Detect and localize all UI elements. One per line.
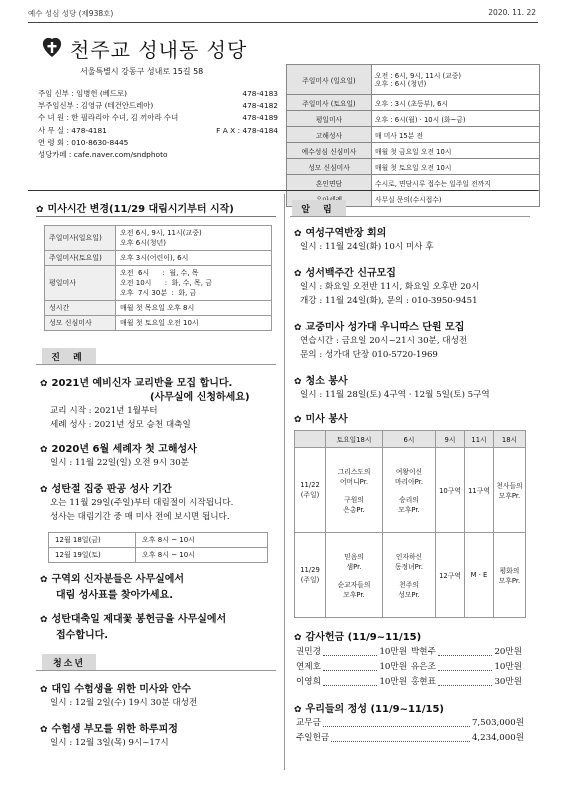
- table-row: [287, 127, 540, 143]
- service-cell: 10구역: [436, 448, 465, 533]
- parent-retreat-heading: [40, 720, 178, 735]
- section-title: 청소 봉사: [305, 376, 348, 387]
- service-cell: 여왕이신 마리아Pr. 승리의 모후Pr.: [383, 448, 436, 533]
- altar-flower-notice: [40, 612, 226, 643]
- detail-line: 일시 : 12월 3일(목) 9시~17시: [50, 738, 169, 748]
- date-cell: 12월 18일(금): [49, 533, 136, 548]
- service-cell: M · E: [465, 533, 494, 618]
- schedule-line: 오전 6시, 9시, 11시(교중): [120, 229, 202, 237]
- flower-bullet-icon: ✿: [294, 415, 302, 425]
- section-title: 교중미사 성가대 우니따스 단원 모집: [305, 322, 465, 333]
- parish-logo-icon: [40, 36, 64, 60]
- catechism-details: [50, 404, 191, 432]
- staff-row: [38, 112, 278, 124]
- confession-dates-table: [48, 532, 268, 563]
- schedule-line: 오후 6시(청년): [120, 239, 166, 247]
- detail-line: 일시 : 11월 28일(토) 4구역 · 12월 5일(토) 5구역: [300, 390, 490, 400]
- section-divider: [28, 190, 538, 191]
- section-title: 미사 봉사: [305, 414, 348, 425]
- mass-value-line: 오전 : 6시, 9시, 11시 (교중): [375, 71, 461, 80]
- bulletin-date: 2020. 11. 22: [488, 8, 536, 17]
- section-title: 미사시간 변경(11/29 대림시기부터 시작): [47, 204, 234, 215]
- flower-bullet-icon: ✿: [36, 205, 44, 215]
- table-row: [45, 251, 272, 266]
- mass-label: 고해성사: [287, 127, 372, 143]
- confession-period-details: [50, 496, 233, 524]
- service-date: 11/29 (주일): [295, 533, 326, 618]
- flower-bullet-icon: ✿: [40, 615, 48, 625]
- table-row: [287, 111, 540, 127]
- mass-value: 수시로, 면담시루 접수는 일주일 전까지: [372, 175, 540, 191]
- table-header: 11시: [465, 431, 494, 448]
- service-cell: 믿음의 샘Pr. 순교자들의 모후Pr.: [326, 533, 383, 618]
- mass-times-table: [286, 64, 540, 207]
- table-row: [49, 533, 268, 548]
- tab-youth: 청소년: [42, 654, 96, 671]
- donor-name: 유은조: [411, 662, 436, 672]
- staff-label: 부주임신부 : 김영규 (테건안드레아): [38, 101, 154, 111]
- staff-label: 연 령 회 : 010-8630-8445: [38, 137, 129, 147]
- bible-course-heading: [294, 264, 396, 279]
- cleaning-heading: [294, 372, 348, 387]
- mass-label: 혼인면담: [287, 175, 372, 191]
- notice-line: 구역외 신자분들은 사무실에서: [51, 574, 185, 585]
- schedule-label: 주일미사(토요일): [45, 251, 116, 266]
- schedule-label: 성시간: [45, 301, 116, 316]
- detail-line: 성사는 대림기간 중 매 미사 전에 보시면 됩니다.: [50, 512, 230, 522]
- service-cell: 11구역: [465, 448, 494, 533]
- service-cell: 인자하신 동정녀Pr. 천주의 성모Pr.: [383, 533, 436, 618]
- detail-line: 연습시간 : 금요일 20시~21시 30분, 대성전: [300, 336, 468, 346]
- table-row: [45, 301, 272, 316]
- header-divider: [28, 22, 538, 23]
- section-title: 성탄절 집중 판공 성사 기간: [51, 484, 172, 495]
- our-offering-heading: [294, 700, 444, 715]
- tab-notice: 알 림: [292, 200, 346, 217]
- new-mass-schedule-table: [44, 225, 272, 331]
- table-row: [287, 143, 540, 159]
- mass-value: 매 미사 15분 전: [372, 127, 540, 143]
- first-confession-heading: [40, 440, 197, 455]
- donor-amount: 10만원: [379, 662, 407, 672]
- thanks-offering-list: [296, 645, 526, 690]
- donor-amount: 30만원: [494, 677, 522, 687]
- detail-line: 일시 : 11월 22일(일) 오전 9시 30분: [50, 458, 189, 468]
- service-date: 11/22 (주일): [295, 448, 326, 533]
- catechism-heading: [40, 374, 232, 389]
- flower-bullet-icon: ✿: [40, 445, 48, 455]
- date-cell: 12월 19일(토): [49, 548, 136, 563]
- detail-line: 문의 : 성가대 단장 010-5720-1969: [300, 350, 438, 360]
- donor-name: 홍현표: [411, 677, 436, 687]
- notice-line: 접수합니다.: [56, 630, 109, 641]
- mass-service-table: [294, 430, 526, 618]
- choir-heading: [294, 318, 464, 333]
- staff-row: [38, 137, 278, 149]
- flower-bullet-icon: ✿: [40, 485, 48, 495]
- donor-amount: 20만원: [494, 647, 522, 657]
- flower-bullet-icon: ✿: [40, 725, 48, 735]
- flower-bullet-icon: ✿: [294, 269, 302, 279]
- schedule-line: 오전 10시 : 화, 수, 목, 금: [120, 279, 212, 287]
- mass-change-heading: [36, 200, 234, 215]
- staff-label: 사 무 실 : 478-4181: [38, 125, 107, 135]
- flower-bullet-icon: ✿: [294, 323, 302, 333]
- mass-value: 오후 : 6시(월) · 10시 (화~금): [372, 111, 540, 127]
- schedule-line: 오전 6시 : 월, 수, 목: [120, 269, 199, 277]
- list-item: [296, 716, 524, 731]
- flower-bullet-icon: ✿: [40, 685, 48, 695]
- heading-underline: [36, 216, 276, 217]
- staff-row: [38, 100, 278, 112]
- detail-line: 세례 성사 : 2021년 성모 승천 대축일: [50, 420, 191, 430]
- detail-line: 개강 : 11월 24일(화), 문의 : 010-3950-9451: [300, 296, 478, 306]
- table-header: 18시: [494, 431, 526, 448]
- section-title: 우리들의 정성 (11/9~11/15): [305, 704, 444, 715]
- section-title: 감사헌금 (11/9~11/15): [305, 632, 422, 643]
- donor-amount: 10만원: [379, 647, 407, 657]
- parish-name: 천주교 성내동 성당: [70, 38, 248, 62]
- bulletin-number: 예수 성심 성당 (제938호): [28, 9, 114, 18]
- flower-bullet-icon: ✿: [40, 575, 48, 585]
- donor-name: 박현주: [411, 647, 436, 657]
- service-cell: 12구역: [436, 533, 465, 618]
- offering-amount: 7,503,000원: [471, 718, 524, 728]
- table-row: [45, 226, 272, 251]
- schedule-value: [116, 266, 272, 301]
- detail-line: 교리 시작 : 2021년 1월부터: [50, 406, 158, 416]
- staff-phone: 478-4183: [242, 89, 278, 98]
- thanks-offering-heading: [294, 628, 421, 643]
- advent-card-notice: [40, 572, 184, 603]
- staff-contacts: [38, 88, 278, 161]
- donor-name: 이영희: [296, 677, 321, 687]
- staff-label: 수 녀 원 : 한 필라리아 수녀, 김 끼아라 수녀: [38, 113, 179, 123]
- mass-value: 사무실 문의(수시접수): [372, 191, 540, 207]
- staff-row: [38, 149, 278, 161]
- section-title: 성서백주간 신규모집: [305, 268, 396, 279]
- mass-value: 매월 첫 금요일 오전 10시: [372, 143, 540, 159]
- mass-value: 오후 : 3시 (초등부), 6시: [372, 95, 540, 111]
- cafe-link[interactable]: 성당카페 : cafe.naver.com/sndphoto: [38, 150, 168, 160]
- flower-bullet-icon: ✿: [294, 633, 302, 643]
- schedule-line: 오후 7시 30분 : 화, 금: [120, 289, 197, 297]
- detail-line: 일시 : 화요일 오전반 11시, 화요일 오후반 20시: [300, 282, 480, 292]
- flower-bullet-icon: ✿: [294, 705, 302, 715]
- tab-underline: [290, 216, 530, 217]
- section-title: 수험생 부모를 위한 하루피정: [51, 724, 178, 735]
- confession-period-heading: [40, 480, 172, 495]
- donor-amount: 10만원: [379, 677, 407, 687]
- table-row: [45, 266, 272, 301]
- mass-service-heading: [294, 410, 348, 425]
- time-cell: 오후 8시 ~ 10시: [136, 548, 268, 563]
- list-item: [296, 645, 526, 660]
- bible-course-details: [300, 280, 479, 308]
- list-item: [296, 731, 524, 746]
- list-item: [296, 660, 526, 675]
- table-row: [287, 65, 540, 95]
- service-cell: 천사들의 모후Pr.: [494, 448, 526, 533]
- offering-totals: [296, 716, 524, 746]
- mass-value: 매월 첫 토요일 오전 10시: [372, 159, 540, 175]
- section-title: 2021년 예비신자 교리반을 모집 합니다.: [51, 378, 233, 389]
- flower-bullet-icon: ✿: [294, 229, 302, 239]
- table-row: [287, 95, 540, 111]
- offering-label: 교무금: [296, 718, 321, 728]
- mass-label: 주일미사 (일요일): [287, 65, 372, 95]
- choir-details: [300, 334, 467, 362]
- table-header: 토요일18시: [326, 431, 383, 448]
- schedule-label: 성모 신심미사: [45, 316, 116, 331]
- service-cell: 평화의 모후Pr.: [494, 533, 526, 618]
- tab-underline: [36, 670, 276, 671]
- table-header-row: [295, 431, 526, 448]
- staff-fax: F A X : 478-4184: [216, 125, 278, 135]
- mass-label: 성모 신심미사: [287, 159, 372, 175]
- table-row: [287, 175, 540, 191]
- mass-value-line: 오후 : 6시 (청년): [375, 79, 427, 88]
- donor-amount: 10만원: [494, 662, 522, 672]
- donor-name: 연제호: [296, 662, 321, 672]
- mass-label: 평일미사: [287, 111, 372, 127]
- section-subtitle: (사무실에 신청하세요): [150, 392, 250, 403]
- schedule-value: 매월 첫 토요일 오전 10시: [116, 316, 272, 331]
- table-row: [287, 159, 540, 175]
- time-cell: 오후 8시 ~ 10시: [136, 533, 268, 548]
- detail-line: 일시 : 11월 24일(화) 10시 미사 후: [300, 242, 434, 252]
- section-title: 2020년 6월 세례자 첫 고해성사: [51, 444, 197, 455]
- notice-line: 성탄대축일 제대꽃 봉헌금을 사무실에서: [51, 614, 227, 625]
- offering-label: 주일헌금: [296, 733, 330, 743]
- tab-underline: [36, 364, 276, 365]
- schedule-value: [116, 226, 272, 251]
- mass-label: 주일미사 (토요일): [287, 95, 372, 111]
- section-title: 대입 수험생을 위한 미사와 안수: [51, 684, 192, 695]
- women-leaders-heading: [294, 224, 386, 239]
- schedule-label: 평일미사: [45, 266, 116, 301]
- flower-bullet-icon: ✿: [294, 377, 302, 387]
- parish-address: 서울특별시 강동구 성내로 15길 58: [80, 67, 204, 76]
- column-divider: [284, 194, 285, 770]
- table-row: [295, 533, 526, 618]
- table-row: [295, 448, 526, 533]
- detail-line: 일시 : 12월 2일(수) 19시 30분 대성전: [50, 698, 198, 708]
- table-row: [45, 316, 272, 331]
- exam-mass-heading: [40, 680, 191, 695]
- staff-phone: 478-4189: [242, 113, 278, 123]
- detail-line: 오는 11월 29일(주일)부터 대림절이 시작됩니다.: [50, 498, 234, 508]
- list-item: [296, 675, 526, 690]
- offering-amount: 4,234,000원: [471, 733, 524, 743]
- table-header: 6시: [383, 431, 436, 448]
- staff-row: [38, 125, 278, 137]
- donor-name: 권민경: [296, 647, 321, 657]
- table-header: 9시: [436, 431, 465, 448]
- schedule-label: 주일미사(일요일): [45, 226, 116, 251]
- table-row: [49, 548, 268, 563]
- mass-value: [372, 65, 540, 95]
- staff-phone: 478-4182: [242, 101, 278, 111]
- schedule-value: 매월 첫 목요일 오후 8시: [116, 301, 272, 316]
- flower-bullet-icon: ✿: [40, 379, 48, 389]
- table-header: [295, 431, 326, 448]
- tab-jinrye: 진 례: [42, 348, 96, 365]
- mass-label: 예수성심 신심미사: [287, 143, 372, 159]
- staff-label: 주임 신부 : 임병헌 (베드로): [38, 89, 128, 98]
- staff-row: [38, 88, 278, 100]
- schedule-value: 오후 3시(어린이), 6시: [116, 251, 272, 266]
- notice-line: 대림 성사표를 찾아가세요.: [56, 590, 174, 601]
- service-cell: 그리스도의 어머니Pr. 구원의 은총Pr.: [326, 448, 383, 533]
- section-title: 여성구역반장 회의: [305, 228, 387, 239]
